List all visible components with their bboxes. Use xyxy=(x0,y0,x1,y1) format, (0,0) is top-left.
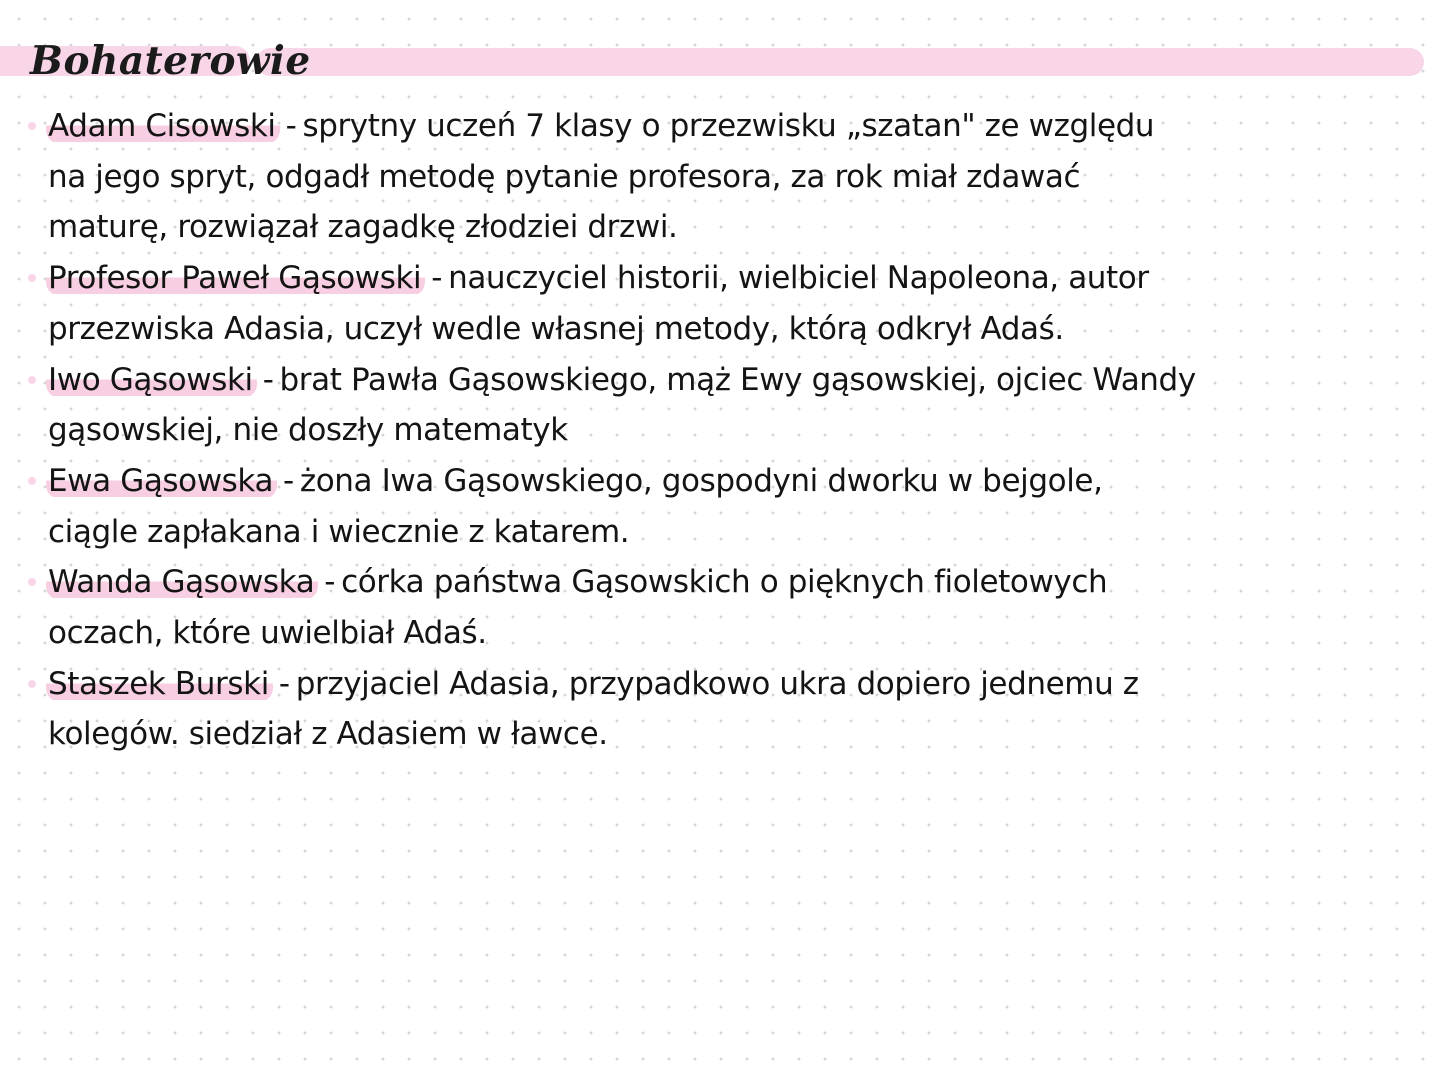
character-description: żona Iwa Gąsowskiego, gospodyni dworku w bejgole, ciągle zapłakana i wiecznie z katarem. xyxy=(48,462,1103,550)
bullet-dot xyxy=(28,122,36,130)
page-title: Bohaterowie xyxy=(30,38,311,84)
character-description: sprytny uczeń 7 klasy o przezwisku „szatan" ze względu na jego spryt, odgadł metodę pytanie profesora, za rok miał zdawać maturę, rozwiązał zagadkę złodziei drzwi. xyxy=(48,108,1155,246)
character-name: Wanda Gąsowska xyxy=(46,564,318,600)
separator-dash: - xyxy=(278,665,290,702)
character-description: przyjaciel Adasia, przypadkowo ukra dopiero jednemu z kolegów. siedział z Adasiem w ławce. xyxy=(48,665,1139,753)
character-name: Iwo Gąsowski xyxy=(46,362,257,398)
bullet-dot xyxy=(28,477,36,485)
separator-dash: - xyxy=(262,361,274,398)
character-description: córka państwa Gąsowskich o pięknych fioletowych oczach, które uwielbiał Adaś. xyxy=(48,564,1108,652)
separator-dash: - xyxy=(285,108,297,144)
bullet-dot xyxy=(28,578,36,586)
character-entry-adam xyxy=(48,101,1198,253)
character-description: nauczyciel historii, wielbiciel Napoleona, autor przezwiska Adasia, uczył wedle własnej metody, którą odkrył Adaś. xyxy=(48,260,1149,347)
title-highlight-bar xyxy=(0,28,1439,88)
character-name: Ewa Gąsowska xyxy=(46,463,277,499)
character-name: Adam Cisowski xyxy=(46,108,280,144)
separator-dash: - xyxy=(283,462,294,499)
character-entry-iwo xyxy=(48,355,1198,456)
bullet-dot xyxy=(28,274,36,282)
separator-dash: - xyxy=(431,260,443,297)
character-description: brat Pawła Gąsowskiego, mąż Ewy gąsowskiej, ojciec Wandy gąsowskiej, nie doszły matematyk xyxy=(48,361,1196,449)
character-list xyxy=(48,101,1198,760)
bullet-dot xyxy=(28,680,36,688)
character-entry-staszek xyxy=(48,659,1198,760)
bullet-dot xyxy=(28,376,36,384)
character-name: Profesor Paweł Gąsowski xyxy=(46,260,425,296)
character-name: Staszek Burski xyxy=(46,666,273,702)
title-highlight-stripe xyxy=(256,48,1424,76)
character-entry-pawel xyxy=(48,253,1198,354)
character-entry-wanda xyxy=(48,557,1198,658)
separator-dash: - xyxy=(324,564,336,601)
character-entry-ewa xyxy=(48,456,1198,557)
